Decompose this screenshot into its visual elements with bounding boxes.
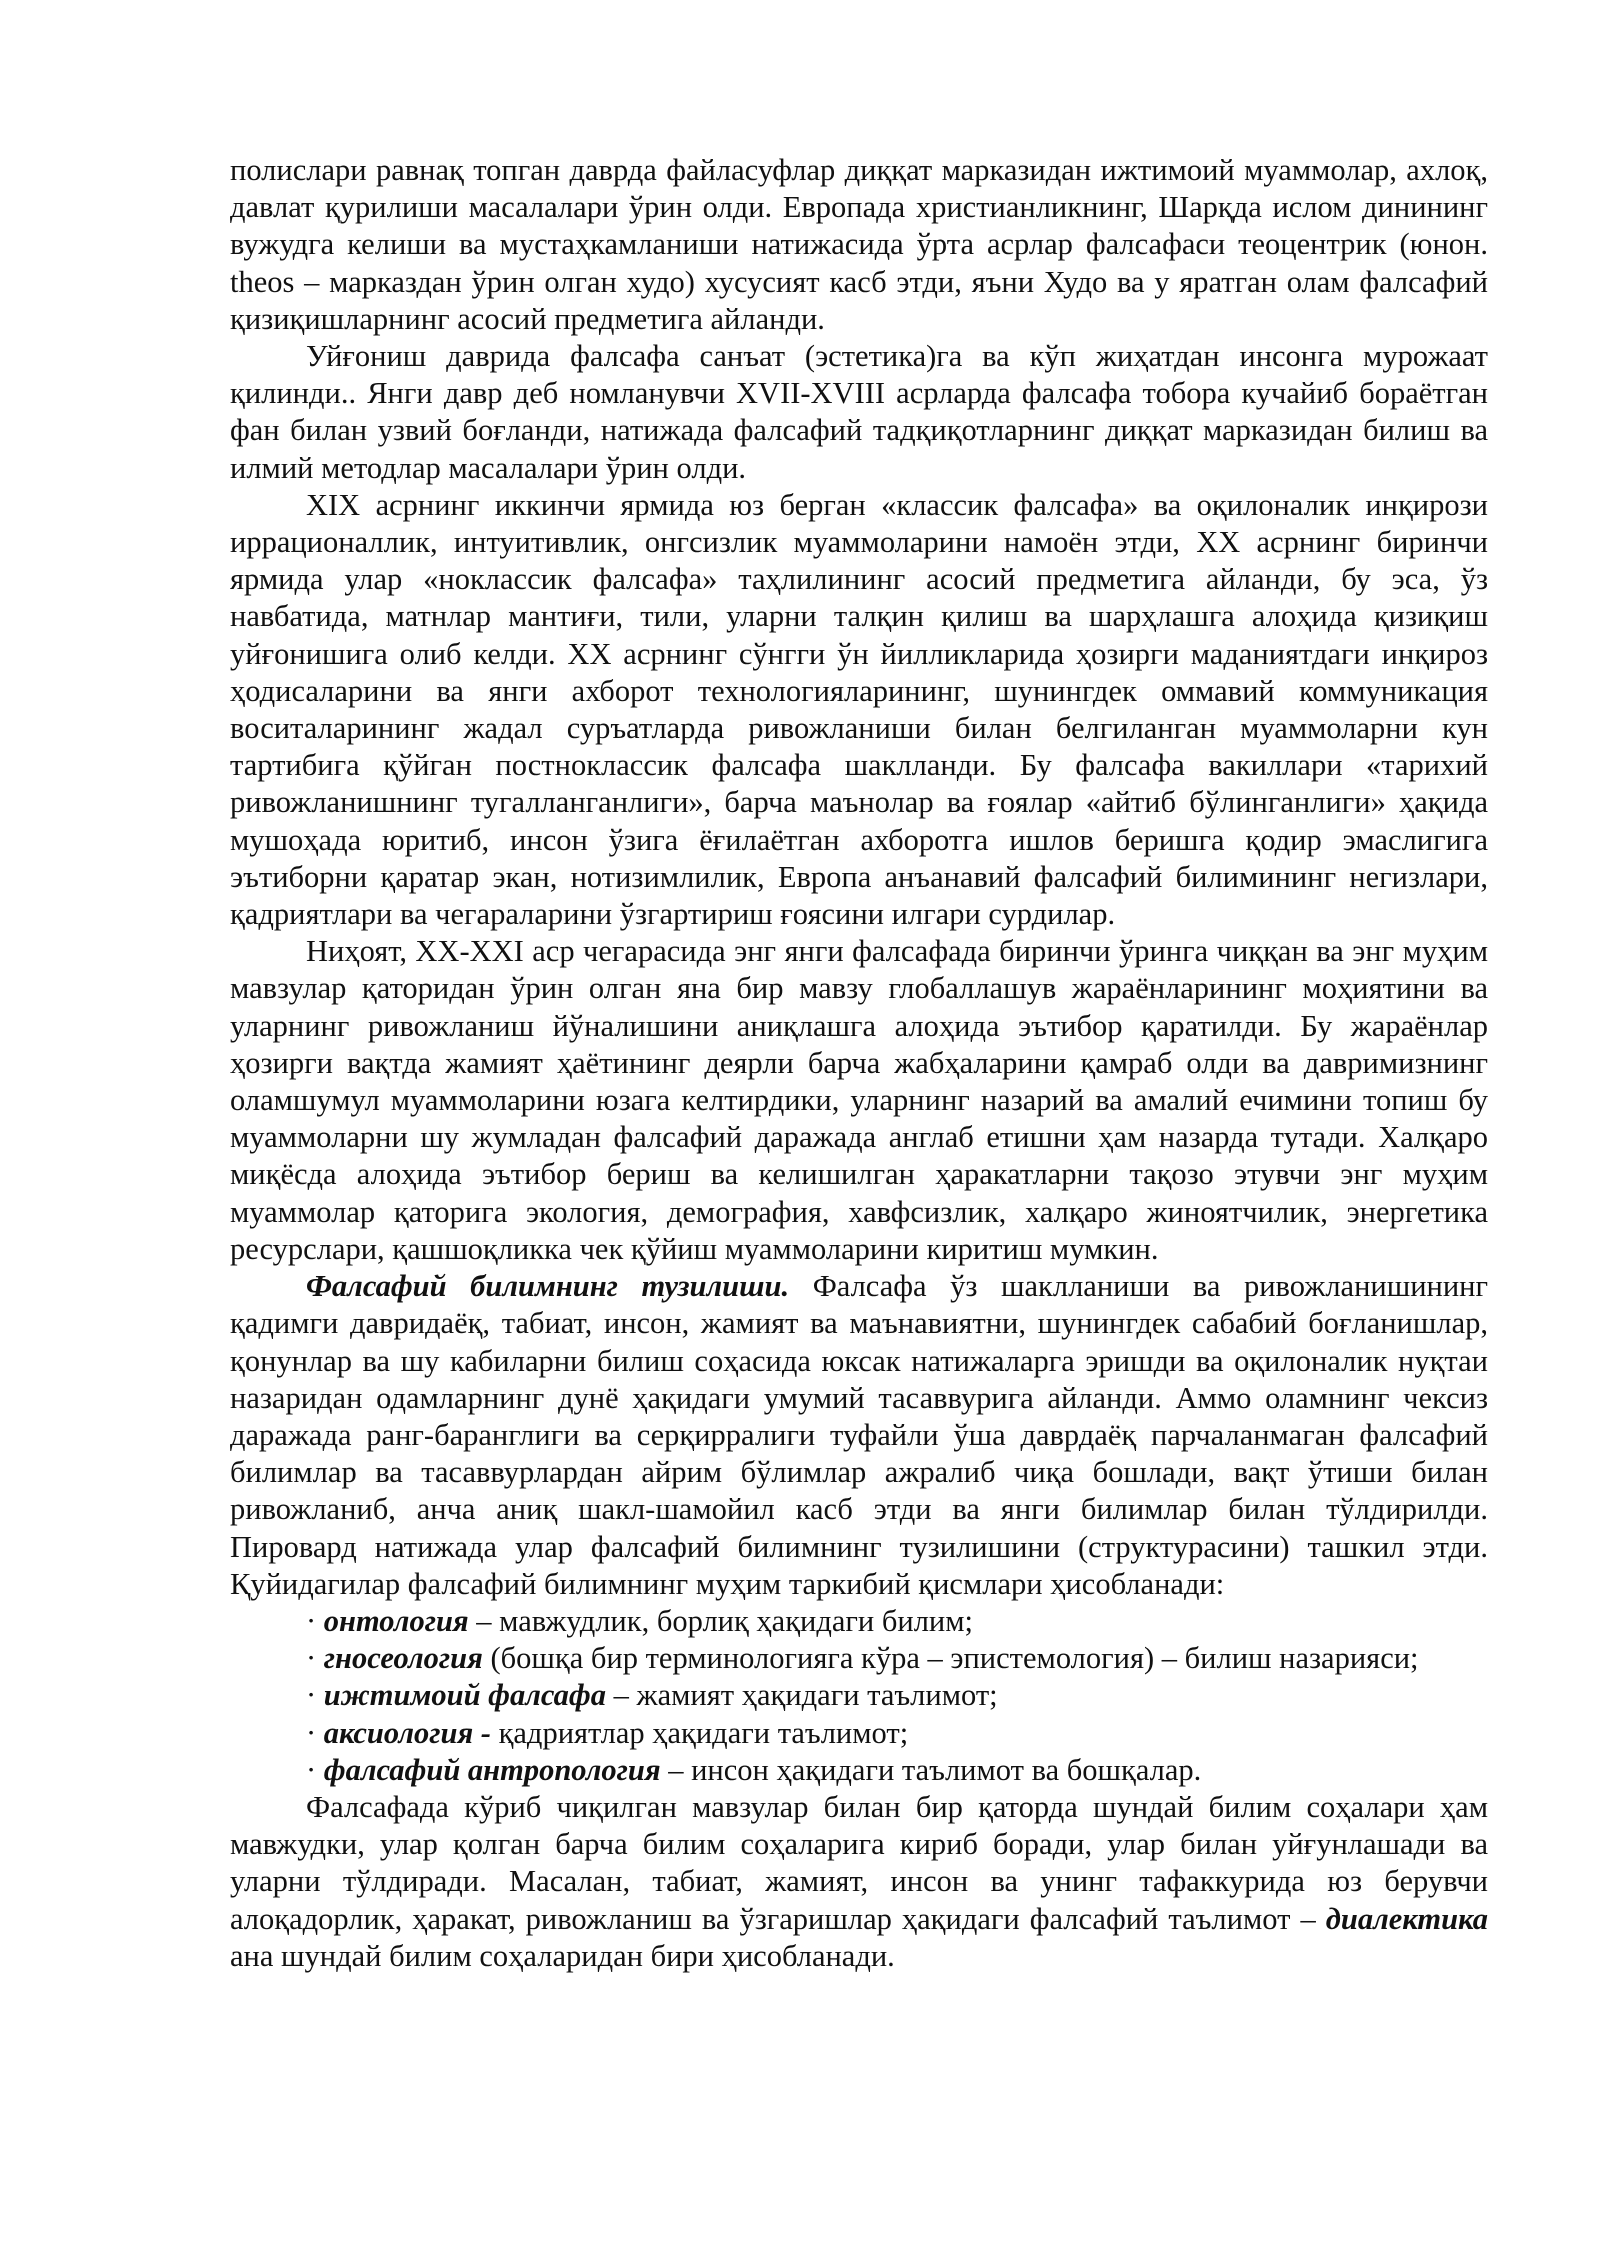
bullet: · <box>306 1641 324 1676</box>
paragraph-5 <box>230 1268 1488 1603</box>
list-item-social-philosophy <box>230 1677 1488 1714</box>
paragraph-6 <box>230 1789 1488 1975</box>
paragraph-6-text: Фалсафада кўриб чиқилган мавзулар билан бир қаторда шундай билим соҳалари ҳам мавжудки, улар қолган барча билим соҳаларига кириб боради, улар билан уйғунлашади ва уларни тўлдиради. Масалан, табиат, жамият, инсон ва унинг тафаккурида юз берувчи алоқадорлик, ҳаракат, ривожланиш ва ўзгаришлар ҳақидаги фалсафий таълимот – <box>230 1789 1488 1936</box>
bullet: · <box>306 1715 324 1750</box>
list-item-gnoseology <box>230 1640 1488 1677</box>
list-term: аксиология - <box>323 1715 491 1750</box>
document-page <box>230 152 1488 1975</box>
list-term: ижтимоий фалсафа <box>323 1678 606 1713</box>
bullet: · <box>306 1678 324 1713</box>
paragraph-5-text: Фалсафа ўз шаклланиши ва ривожланишининг қадимги давридаёқ, табиат, инсон, жамият ва маънавиятни, шунингдек сабабий боғланишлар, қонунлар ва шу кабиларни билиш соҳасида юксак натижаларга эришди ва оқилоналик нуқтаи назаридан одамларнинг дунё ҳақидаги умумий тасаввурига айланди. Аммо оламнинг чексиз даражада ранг-баранглиги ва серқирралиги туфайли ўша даврдаёқ парчаланмаган фалсафий билимлар ва тасаввурлардан айрим бўлимлар ажралиб чиқа бошлади, вақт ўтиши билан ривожланиб, анча аниқ шакл-шамойил касб этди ва янги билимлар билан тўлдирилди. Пировард натижада улар фалсафий билимнинг тузилишини (структурасини) ташкил этди. Қуйидагилар фалсафий билимнинг муҳим таркибий қисмлари ҳисобланади: <box>230 1269 1489 1601</box>
components-list <box>230 1603 1488 1789</box>
list-term: гносеология <box>323 1641 483 1676</box>
section-heading: Фалсафий билимнинг тузилиши. <box>306 1269 790 1304</box>
paragraph-3: XIX асрнинг иккинчи ярмида юз берган «классик фалсафа» ва оқилоналик инқирози иррационаллик, интуитивлик, онгсизлик муаммоларини намоён этди, XX асрнинг биринчи ярмида улар «ноклассик фалсафа» таҳлилининг асосий предметига айланди, бу эса, ўз навбатида, матнлар мантиғи, тили, уларни талқин қилиш ва шарҳлашга алоҳида қизиқиш уйғонишига олиб келди. XX асрнинг сўнгги ўн йилликларида ҳозирги маданиятдаги инқироз ҳодисаларини ва янги ахборот технологияларининг, шунингдек оммавий коммуникация воситаларининг жадал суръатларда ривожланиши билан белгиланган муаммоларни кун тартибига қўйган постноклассик фалсафа шаклланди. Бу фалсафа вакиллари «тарихий ривожланишнинг тугалланганлиги», барча маънолар ва ғоялар «айтиб бўлинганлиги» ҳақида мушоҳада юритиб, инсон ўзига ёғилаётган ахборотга ишлов беришга қодир эмаслигига эътиборни қаратар экан, нотизимлилик, Европа анъанавий фалсафий билимининг негизлари, қадриятлари ва чегараларини ўзгартириш ғоясини илгари сурдилар. <box>230 487 1488 932</box>
list-text: – мавжудлик, борлиқ ҳақидаги билим; <box>468 1603 974 1638</box>
paragraph-4: Ниҳоят, XX-XXI аср чегарасида энг янги фалсафада биринчи ўринга чиққан ва энг муҳим мавзулар қаторидан ўрин олган яна бир мавзу глобаллашув жараёнларининг моҳиятини ва уларнинг ривожланиш йўналишини аниқлашга алоҳида эътибор қаратилди. Бу жараёнлар ҳозирги вақтда жамият ҳаётининг деярли барча жабҳаларини қамраб олди ва давримизнинг оламшумул муаммоларини юзага келтирдики, уларнинг назарий ва амалий ечимини топиш бу муаммоларни шу жумладан фалсафий даражада англаб етишни ҳам назарда тутади. Халқаро миқёсда алоҳида эътибор бериш ва келишилган ҳаракатларни тақозо этувчи энг муҳим муаммолар қаторига экология, демография, хавфсизлик, халқаро жиноятчилик, энергетика ресурслари, қашшоқликка чек қўйиш муаммоларини киритиш мумкин. <box>230 934 1488 1266</box>
list-item-axiology <box>230 1715 1488 1752</box>
list-text: – жамият ҳақидаги таълимот; <box>606 1678 998 1713</box>
paragraph-6-end: ана шундай билим соҳаларидан бири ҳисобланади. <box>230 1938 895 1973</box>
list-term: онтология <box>323 1603 469 1638</box>
paragraph-1: полислари равнақ топган даврда файласуфлар диққат марказидан ижтимоий муаммолар, ахлоқ, давлат қурилиши масалалари ўрин олди. Европада христианликнинг, Шарқда ислом динининг вужудга келиши ва мустаҳкамланиши натижасида ўрта асрлар фалсафаси теоцентрик (юнон. theos – марказдан ўрин олган худо) хусусият касб этди, яъни Худо ва у яратган олам фалсафий қизиқишларнинг асосий предметига айланди. <box>230 153 1488 336</box>
dialectics-term: диалектика <box>1325 1901 1488 1936</box>
list-item-ontology <box>230 1603 1488 1640</box>
list-text: қадриятлар ҳақидаги таълимот; <box>490 1715 909 1750</box>
bullet: · <box>306 1603 324 1638</box>
list-term: фалсафий антропология <box>323 1752 661 1787</box>
list-text: (бошқа бир терминологияга кўра – эпистемология) – билиш назарияси; <box>482 1641 1419 1676</box>
paragraph-2: Уйғониш даврида фалсафа санъат (эстетика)га ва кўп жиҳатдан инсонга мурожаат қилинди.. Янги давр деб номланувчи XVII-XVIII асрларда фалсафа тобора кучайиб бораётган фан билан узвий боғланди, натижада фалсафий тадқиқотларнинг диққат марказидан билиш ва илмий методлар масалалари ўрин олди. <box>230 339 1488 485</box>
bullet: · <box>306 1752 324 1787</box>
list-item-anthropology <box>230 1752 1488 1789</box>
list-text: – инсон ҳақидаги таълимот ва бошқалар. <box>660 1752 1202 1787</box>
